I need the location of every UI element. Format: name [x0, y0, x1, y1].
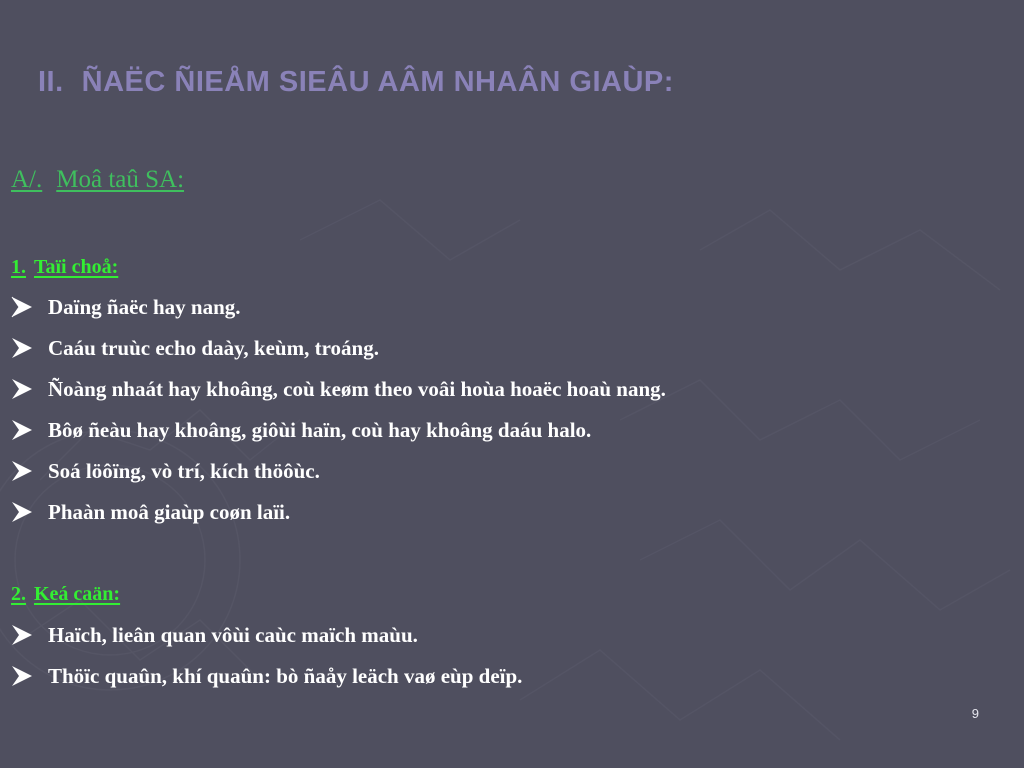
list-item — [11, 418, 666, 459]
list-item-text: Soá löôïng, vò trí, kích thöôùc. — [48, 459, 320, 483]
list-item-text: Phaàn moâ giaùp coøn laïi. — [48, 500, 291, 524]
subsection-heading-1 — [11, 256, 118, 279]
list-item-text: Caáu truùc echo daày, keùm, troáng. — [48, 336, 379, 360]
slide-title-number: II. — [38, 66, 64, 98]
slide-title — [38, 66, 674, 99]
list-item — [11, 459, 666, 500]
list-item — [11, 377, 666, 418]
subsection-label: 2. — [11, 583, 26, 605]
list-item — [11, 623, 522, 664]
arrow-bullet-icon — [11, 378, 33, 400]
list-item — [11, 295, 666, 336]
section-label: A/. — [11, 166, 43, 193]
subsection-title: Keá caän: — [34, 583, 121, 605]
subsection-heading-2 — [11, 583, 120, 606]
list-item-text: Bôø ñeàu hay khoâng, giôùi haïn, coù hay khoâng daáu halo. — [48, 418, 592, 442]
section-heading — [11, 166, 184, 194]
list-item-text: Thöïc quaûn, khí quaûn: bò ñaåy leäch vaø eùp deïp. — [48, 664, 523, 688]
subsection-1-list — [11, 295, 666, 541]
list-item-text: Daïng ñaëc hay nang. — [48, 295, 241, 319]
arrow-bullet-icon — [11, 665, 33, 687]
arrow-bullet-icon — [11, 460, 33, 482]
page-number: 9 — [971, 706, 979, 721]
slide-title-text: ÑAËC ÑIEÅM SIEÂU AÂM NHAÂN GIAÙP: — [81, 66, 674, 98]
list-item — [11, 500, 666, 541]
section-text: Moâ taû SA: — [56, 166, 185, 193]
arrow-bullet-icon — [11, 296, 33, 318]
subsection-title: Taïi choå: — [34, 256, 119, 278]
arrow-bullet-icon — [11, 624, 33, 646]
list-item — [11, 664, 522, 705]
subsection-label: 1. — [11, 256, 26, 278]
arrow-bullet-icon — [11, 501, 33, 523]
list-item-text: Haïch, lieân quan vôùi caùc maïch maùu. — [48, 623, 418, 647]
arrow-bullet-icon — [11, 419, 33, 441]
arrow-bullet-icon — [11, 337, 33, 359]
list-item — [11, 336, 666, 377]
subsection-2-list — [11, 623, 522, 705]
list-item-text: Ñoàng nhaát hay khoâng, coù keøm theo voâi hoùa hoaëc hoaù nang. — [48, 377, 666, 401]
